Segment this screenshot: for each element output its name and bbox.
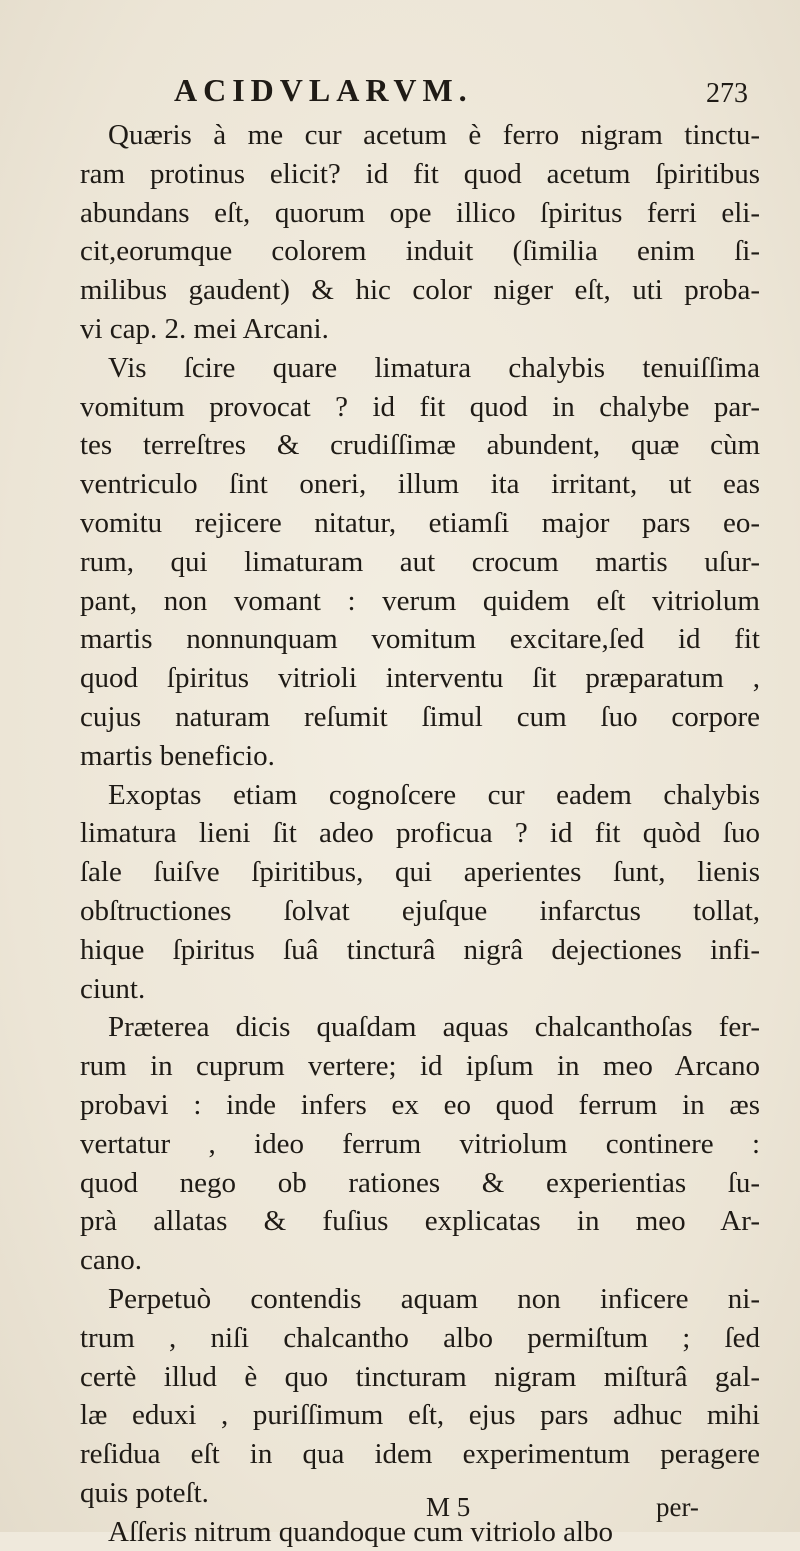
page-footer [0, 1492, 800, 1532]
text-line: quod nego ob rationes & experientias ſu- [80, 1166, 760, 1199]
text-line: rum, qui limaturam aut crocum martis uſur- [80, 545, 760, 578]
text-line: limatura lieni ſit adeo proficua ? id fit quòd ſuo [80, 817, 760, 850]
catchword: per- [656, 1492, 699, 1522]
text-line: rum in cuprum vertere; id ipſum in meo Arcano [80, 1050, 760, 1083]
text-line: quis poteſt. [80, 1476, 209, 1509]
text-line: vomitum provocat ? id fit quod in chalybe par- [80, 390, 760, 423]
text-line: martis beneficio. [80, 739, 275, 772]
text-line: Perpetuò contendis aquam non inficere ni- [108, 1282, 760, 1315]
text-line: cano. [80, 1244, 142, 1277]
paragraph [80, 116, 760, 349]
text-line: læ eduxi , puriſſimum eſt, ejus pars adhuc mihi [80, 1399, 760, 1432]
text-line: cit,eorumque colorem induit (ſimilia enim ſi- [80, 235, 760, 268]
page-number: 273 [706, 78, 748, 109]
text-line: martis nonnunquam vomitum excitare,ſed id fit [80, 623, 760, 656]
page-title: ACIDVLARVM. [174, 72, 473, 108]
text-line: certè illud è quo tincturam nigram miſturâ gal- [80, 1360, 760, 1393]
text-line: prà allatas & fuſius explicatas in meo Ar- [80, 1205, 760, 1238]
text-line: trum , niſi chalcantho albo permiſtum ; ſed [80, 1321, 760, 1354]
text-line: cujus naturam reſumit ſimul cum ſuo corpore [80, 700, 760, 733]
paragraph [80, 1008, 760, 1280]
text-line: reſidua eſt in qua idem experimentum peragere [80, 1438, 760, 1471]
text-line: Aſſeris nitrum quandoque cum vitriolo albo [108, 1515, 613, 1548]
text-line: Exoptas etiam cognoſcere cur eadem chalybis [108, 778, 760, 811]
paragraph [80, 349, 760, 776]
text-line: abundans eſt, quorum ope illico ſpiritus ferri eli- [80, 196, 760, 229]
text-line: vertatur , ideo ferrum vitriolum continere : [80, 1127, 760, 1160]
text-line: pant, non vomant : verum quidem eſt vitriolum [80, 584, 760, 617]
text-line: obſtructiones ſolvat ejuſque infarctus tollat, [80, 894, 760, 927]
text-line: ram protinus elicit? id fit quod acetum ſpiritibus [80, 157, 760, 190]
text-line: tes terreſtres & crudiſſimæ abundent, quæ cùm [80, 429, 760, 462]
text-line: ſale ſuiſve ſpiritibus, qui aperientes ſunt, lienis [80, 856, 760, 889]
running-head [0, 72, 800, 116]
text-line: vi cap. 2. mei Arcani. [80, 312, 329, 345]
signature-mark: M 5 [426, 1492, 471, 1522]
body-text [80, 116, 760, 1551]
paragraph [80, 776, 760, 1009]
text-line: Præterea dicis quaſdam aquas chalcanthoſas fer- [108, 1011, 760, 1044]
text-line: quod ſpiritus vitrioli interventu ſit præparatum , [80, 662, 760, 695]
text-line: probavi : inde infers ex eo quod ferrum in æs [80, 1088, 760, 1121]
text-line: Vis ſcire quare limatura chalybis tenuiſſima [108, 351, 760, 384]
text-line: hique ſpiritus ſuâ tincturâ nigrâ dejectiones infi- [80, 933, 760, 966]
text-line: Quæris à me cur acetum è ferro nigram tinctu- [108, 119, 760, 151]
text-line: ciunt. [80, 972, 146, 1005]
paragraph [80, 1280, 760, 1513]
text-line: milibus gaudent) & hic color niger eſt, uti proba- [80, 274, 760, 307]
text-line: ventriculo ſint oneri, illum ita irritant, ut eas [80, 468, 760, 501]
text-line: vomitu rejicere nitatur, etiamſi major pars eo- [80, 506, 760, 539]
